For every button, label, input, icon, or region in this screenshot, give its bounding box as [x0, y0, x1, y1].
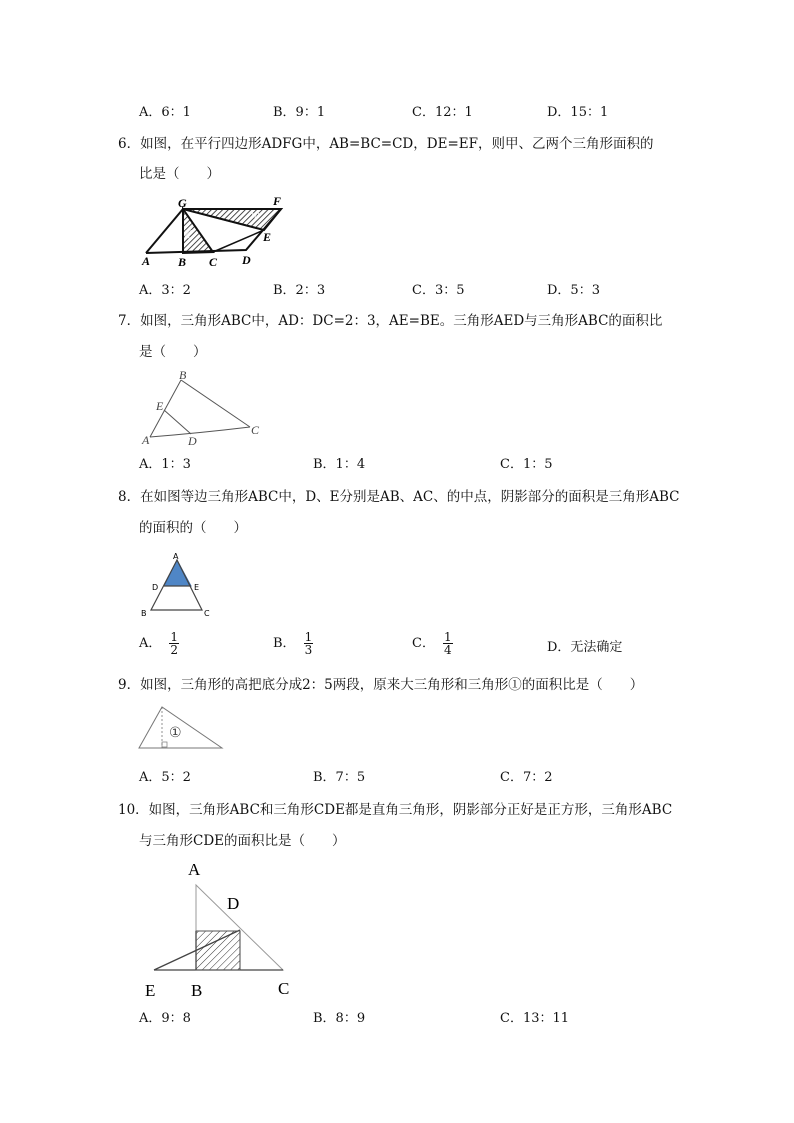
q8-option-c-fraction: [443, 631, 453, 656]
q10-option-a: A．9：8: [139, 1011, 191, 1026]
q6-figure: [138, 192, 290, 268]
q10-label-e: E: [145, 981, 156, 1000]
q8-option-a-fraction: [169, 631, 179, 656]
q6-option-a: A．3：2: [139, 283, 191, 298]
q8-option-c-prefix: C．: [412, 636, 435, 651]
q10-label-a: A: [188, 860, 201, 879]
q6-label-c: C: [209, 255, 218, 268]
q9-label-circle1: ①: [169, 725, 182, 741]
q7-question-line1: 7．如图，三角形ABC中，AD：DC=2：3，AE=BE。三角形AED与三角形ABC的面积比: [118, 313, 663, 329]
q10-option-b: B．8：9: [313, 1011, 366, 1026]
q7-option-b: B．1：4: [313, 457, 366, 472]
q10-label-c: C: [278, 979, 290, 998]
q9-option-b: B．7：5: [313, 770, 366, 785]
q9-option-c: C．7：2: [500, 770, 553, 785]
q6-option-c: C．3：5: [412, 283, 465, 298]
q6-label-f: F: [273, 194, 282, 208]
q10-label-b: B: [191, 981, 203, 1000]
q8-option-b-numerator: 1: [304, 630, 313, 644]
q6-label-g: G: [178, 196, 187, 210]
q8-option-b-fraction: [304, 631, 314, 656]
q8-option-c-numerator: 1: [443, 630, 452, 644]
q8-option-a-numerator: 1: [170, 630, 179, 644]
q6-label-a: A: [142, 254, 151, 268]
q8-question-line1: 8．在如图等边三角形ABC中，D、E分别是AB、AC、的中点，阴影部分的面积是三角形ABC: [118, 489, 680, 505]
q10-question-line2: 与三角形CDE的面积比是（ ）: [139, 833, 346, 849]
q8-label-a: A: [173, 552, 179, 561]
q6-label-e: E: [263, 230, 272, 244]
q5-option-c: C．12：1: [412, 105, 473, 120]
q8-option-b-denominator: 3: [304, 643, 313, 657]
q6-option-b: B．2：3: [273, 283, 326, 298]
q7-label-d: D: [188, 434, 197, 448]
q10-figure: [140, 855, 300, 1000]
q7-label-e: E: [156, 399, 164, 413]
q8-label-b: B: [141, 609, 147, 618]
q5-option-a: A．6：1: [139, 105, 191, 120]
q7-label-b: B: [179, 368, 187, 382]
q9-question-line1: 9．如图，三角形的高把底分成2：5两段，原来大三角形和三角形①的面积比是（ ）: [118, 677, 644, 693]
q10-option-c: C．13：11: [500, 1011, 570, 1026]
q6-question-line1: 6．如图，在平行四边形ADFG中，AB=BC=CD，DE=EF，则甲、乙两个三角形面积的: [118, 136, 654, 152]
q8-option-d: D．无法确定: [547, 640, 623, 655]
q8-question-line2: 的面积的（ ）: [139, 520, 247, 536]
q5-option-b: B．9：1: [273, 105, 326, 120]
q7-option-c: C．1：5: [500, 457, 553, 472]
q5-option-d: D．15：1: [547, 105, 609, 120]
q8-option-c-denominator: 4: [443, 643, 452, 657]
q8-figure: [138, 550, 218, 620]
q7-label-a: A: [142, 433, 150, 447]
q6-label-jia: 甲: [251, 213, 261, 223]
q8-option-b: [273, 631, 313, 656]
q10-shaded-square: [196, 931, 240, 970]
q8-option-a-prefix: A．: [139, 636, 162, 651]
q6-label-d: D: [242, 253, 251, 267]
q6-label-b: B: [178, 255, 187, 268]
q8-option-a: [139, 631, 179, 656]
q8-shaded-triangle: [164, 560, 191, 586]
q6-question-line2: 比是（ ）: [139, 166, 220, 182]
q8-option-b-prefix: B．: [273, 636, 296, 651]
q10-label-d: D: [227, 894, 240, 913]
q6-option-d: D．5：3: [547, 283, 600, 298]
q9-option-a: A．5：2: [139, 770, 191, 785]
q8-option-a-denominator: 2: [170, 643, 179, 657]
q9-figure: [137, 704, 227, 752]
q7-question-line2: 是（ ）: [139, 344, 207, 360]
q10-question-line1: 10．如图，三角形ABC和三角形CDE都是直角三角形，阴影部分正好是正方形，三角形ABC: [118, 802, 673, 818]
q8-label-d: D: [152, 583, 159, 592]
q6-label-yi: 乙: [184, 230, 194, 241]
q7-option-a: A．1：3: [139, 457, 191, 472]
q7-label-c: C: [251, 423, 260, 437]
q8-label-e: E: [194, 583, 200, 592]
q8-option-c: [412, 631, 453, 656]
q7-figure: [140, 367, 270, 449]
q8-label-c: C: [204, 609, 210, 618]
